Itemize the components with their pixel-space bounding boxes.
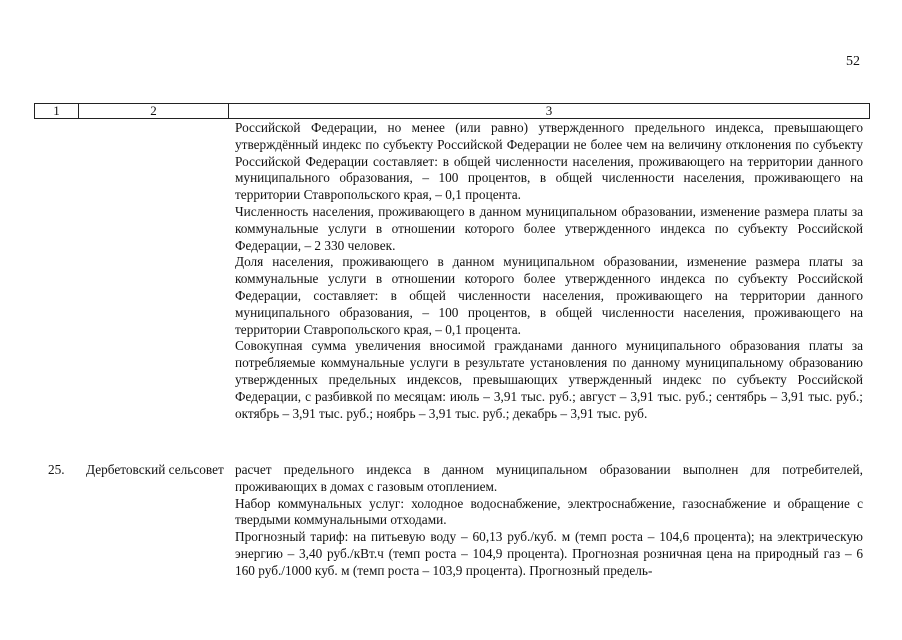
paragraph: Набор коммунальных услуг: холодное водоснабжение, электроснабжение, газоснабжение и обращение с твердыми коммунальными отходами. xyxy=(235,495,863,528)
page-number: 52 xyxy=(846,54,860,69)
paragraph: Российской Федерации, но менее (или равно) утвержденного предельного индекса, превышающего утверждённый индекс по субъекту Российской Федерации не более чем на величину отклонения по субъекту Российской Федерации составляет: в общей численности населения, проживающего на территории данного муниципального образования, – 100 процентов, в общей численности населения, проживающего на территории Ставропольского края, – 0,1 процента. xyxy=(235,120,863,203)
table-header-row xyxy=(34,103,870,119)
paragraph: расчет предельного индекса в данном муниципальном образовании выполнен для потребителей, проживающих в домах с газовым отоплением. xyxy=(235,462,863,494)
municipality-name: Дербетовский сельсовет xyxy=(86,462,224,477)
header-cell-1: 1 xyxy=(35,104,79,118)
paragraph: Прогнозный тариф: на питьевую воду – 60,13 руб./куб. м (темп роста – 104,6 процента); на электрическую энергию – 3,40 руб./кВт.ч (темп роста – 104,9 процента). Прогнозная розничная цена на природный газ – 6 160 руб./1000 куб. м (темп роста – 103,9 процента). Прогнозный предель- xyxy=(235,529,863,578)
paragraph: Численность населения, проживающего в данном муниципальном образовании, изменение размера платы за коммунальные услуги в отношении которого более утвержденного индекса по субъекту Российской Федерации, – 2 330 человек. xyxy=(235,203,863,253)
continuation-text xyxy=(235,120,863,422)
header-cell-3: 3 xyxy=(545,103,553,118)
header-cell-2: 2 xyxy=(79,104,229,118)
paragraph: Доля населения, проживающего в данном муниципальном образовании, изменение размера платы за коммунальные услуги в отношении которого более утвержденного индекса по субъекту Российской Федерации, составляет: в общей численности населения, проживающего на территории данного муниципального образования, – 100 процентов, в общей численности населения, проживающего на территории Ставропольского края, – 0,1 процента. xyxy=(235,254,863,337)
row-number: 25. xyxy=(48,462,65,477)
paragraph: Совокупная сумма увеличения вносимой гражданами данного муниципального образования платы за потребляемые коммунальные услуги в результате установления по данному муниципальному образованию утвержденных предельных индексов, превышающих утвержденный индекс по субъекту Российской Федерации, с разбивкой по месяцам: июль – 3,91 тыс. руб.; август – 3,91 тыс. руб.; сентябрь – 3,91 тыс. руб.; октябрь – 3,91 тыс. руб.; ноябрь – 3,91 тыс. руб.; декабрь – 3,91 тыс. руб. xyxy=(235,338,863,421)
row-25-text xyxy=(235,462,863,580)
